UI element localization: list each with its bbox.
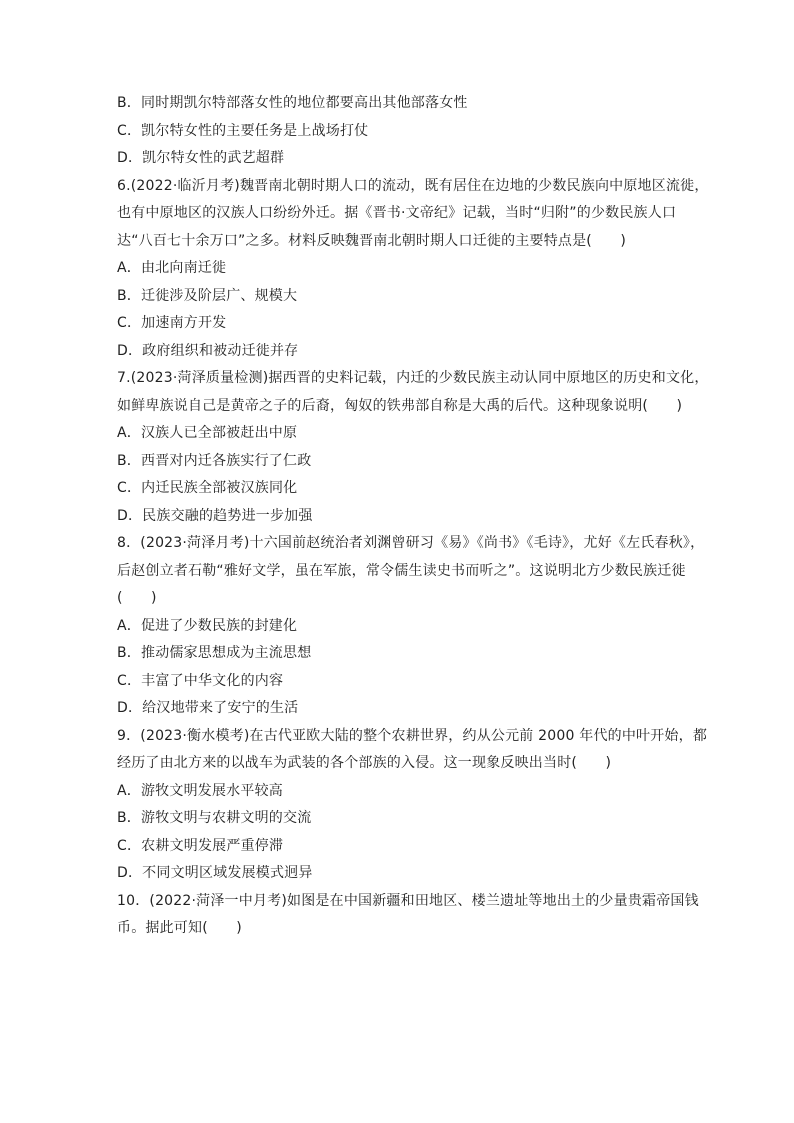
option-a: A．促进了少数民族的封建化: [117, 617, 298, 634]
option-d: D．凯尔特女性的武艺超群: [117, 150, 285, 166]
option-d: D．给汉地带来了安宁的生活: [117, 700, 299, 716]
question-stem-line: 也有中原地区的汉族人口纷纷外迁。据《晋书·文帝纪》记载，当时“归附”的少数民族人口: [117, 205, 677, 221]
question-stem-line: 后赵创立者石勒“雅好文学，虽在军旅，常令儒生读史书而听之”。这说明北方少数民族迁徙: [117, 562, 686, 579]
option-c: C．内迁民族全部被汉族同化: [117, 480, 298, 496]
option-b: B．迁徙涉及阶层广、规模大: [117, 287, 298, 304]
option-a: A．由北向南迁徙: [117, 260, 227, 276]
option-a: A．汉族人已全部被赶出中原: [117, 425, 298, 441]
option-b: B．游牧文明与农耕文明的交流: [117, 810, 312, 826]
question-stem-line: 9．(2023·衡水模考)在古代亚欧大陆的整个农耕世界，约从公元前 2000 年代的中叶开始，都: [117, 727, 708, 744]
question-list: [117, 93, 709, 946]
question-9-stem: [117, 726, 708, 774]
question-stem-line: 6.(2022·临沂月考)魏晋南北朝时期人口的流动，既有居住在边地的少数民族向中原地区流徙，: [117, 177, 709, 194]
option-c: C．丰富了中华文化的内容: [117, 672, 284, 689]
option-c: C．加速南方开发: [117, 315, 227, 331]
question-stem-line: 币。据此可知( ): [117, 920, 242, 936]
question-stem-line: 如鲜卑族说自己是黄帝之子的后裔，匈奴的铁弗部自称是大禹的后代。这种现象说明( ): [117, 397, 683, 414]
option-b: B．西晋对内迁各族实行了仁政: [117, 452, 312, 469]
question-stem-line: 经历了由北方来的以战车为武装的各个部族的入侵。这一现象反映出当时( ): [117, 755, 612, 771]
option-b: B．推动儒家思想成为主流思想: [117, 645, 312, 661]
question-stem-line: 10．(2022·菏泽一中月考)如图是在中国新疆和田地区、楼兰遗址等地出土的少量贵霜帝国钱: [117, 892, 699, 909]
option-c: C．农耕文明发展严重停滞: [117, 837, 284, 854]
option-d: D．民族交融的趋势进一步加强: [117, 507, 313, 524]
option-a: A．游牧文明发展水平较高: [117, 782, 283, 799]
question-stem-line: ( ): [117, 590, 157, 606]
question-6-stem: [117, 176, 709, 251]
option-d: D．政府组织和被动迁徙并存: [117, 342, 299, 359]
question-7-stem: [117, 368, 709, 416]
question-stem-line: 8．(2023·菏泽月考)十六国前赵统治者刘渊曾研习《易》《尚书》《毛诗》，尤好《左氏春秋》，: [117, 535, 705, 551]
question-8-stem: [117, 533, 705, 608]
question-stem-line: 7.(2023·菏泽质量检测)据西晋的史料记载，内迁的少数民族主动认同中原地区的历史和文化，: [117, 370, 709, 386]
question-10-stem: [117, 891, 699, 939]
option-c: C．凯尔特女性的主要任务是上战场打仗: [117, 122, 369, 139]
option-b: B．同时期凯尔特部落女性的地位都要高出其他部落女性: [117, 95, 468, 111]
option-d: D．不同文明区域发展模式迥异: [117, 865, 313, 881]
question-stem-line: 达“八百七十余万口”之多。材料反映魏晋南北朝时期人口迁徙的主要特点是( ): [117, 232, 627, 249]
